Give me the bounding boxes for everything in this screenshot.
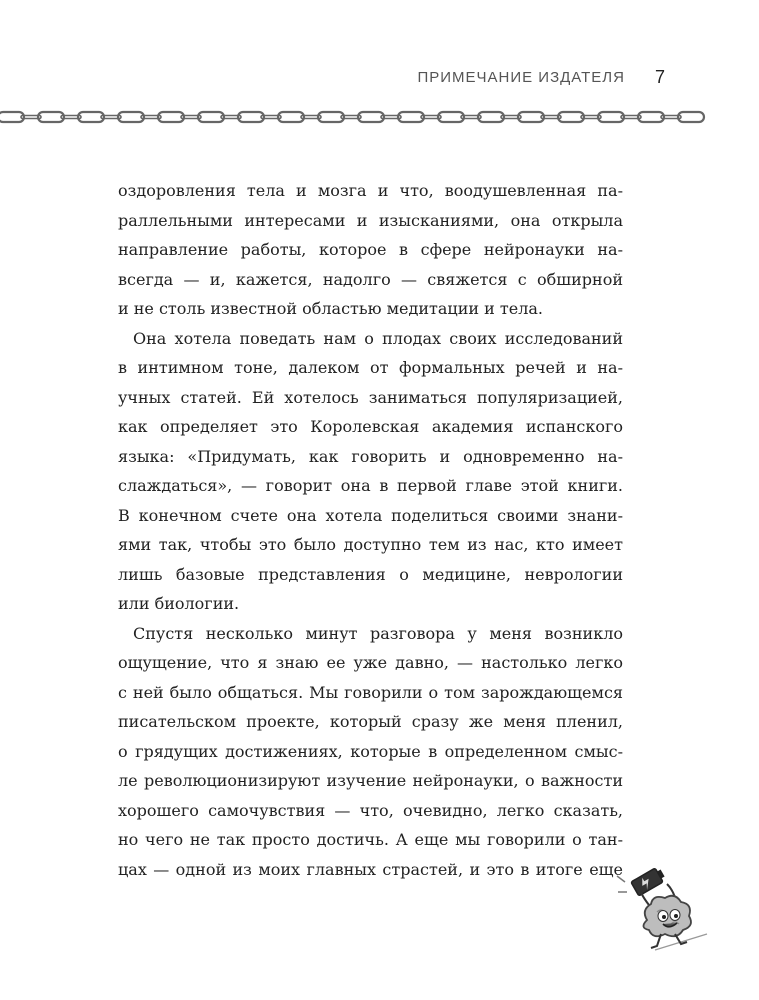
chain-link	[478, 112, 504, 122]
running-head	[0, 69, 759, 93]
text-line: лишь базовые представления о медицине, неврологии	[118, 564, 623, 584]
chain-link	[318, 112, 344, 122]
chain-link	[118, 112, 144, 122]
page-number: 7	[655, 67, 666, 87]
chain-link	[238, 112, 264, 122]
body-text	[118, 176, 623, 884]
chain-link	[678, 112, 704, 122]
chain-link	[198, 112, 224, 122]
text-line: и не столь известной областью медитации и тела.	[118, 299, 543, 318]
text-line: ощущение, что я знаю ее уже давно, — настолько легко	[118, 653, 623, 672]
text-line: ями так, чтобы это было доступно тем из нас, кто имеет	[118, 535, 623, 554]
text-line: с ней было общаться. Мы говорили о том зарождающемся	[118, 682, 623, 702]
text-line: учных статей. Ей хотелось заниматься популяризацией,	[118, 387, 623, 407]
chain-divider-icon	[0, 107, 759, 127]
text-line: всегда — и, кажется, надолго — свяжется с обширной	[118, 269, 623, 289]
chain-link	[558, 112, 584, 122]
text-line: Спустя несколько минут разговора у меня возникло	[133, 623, 623, 643]
brain-mascot-icon	[615, 862, 715, 952]
running-title: ПРИМЕЧАНИЕ ИЗДАТЕЛЯ	[417, 69, 625, 86]
text-line: Она хотела поведать нам о плодах своих исследований	[133, 328, 623, 348]
chain-link	[638, 112, 664, 122]
text-line: раллельными интересами и изысканиями, она открыла	[118, 210, 623, 230]
text-line: цах — одной из моих главных страстей, и это в итоге еще	[118, 859, 623, 879]
chain-link	[278, 112, 304, 122]
text-line: языка: «Придумать, как говорить и одновременно на-	[118, 446, 623, 466]
chain-link	[598, 112, 624, 122]
paragraph-2	[118, 324, 623, 619]
text-line: слаждаться», — говорит она в первой главе этой книги.	[118, 476, 623, 495]
text-line: В конечном счете она хотела поделиться своими знани-	[118, 505, 623, 525]
chain-link	[438, 112, 464, 122]
chain-link	[78, 112, 104, 122]
paragraph-3	[118, 619, 623, 885]
text-line: но чего не так просто достичь. А еще мы говорили о тан-	[118, 830, 623, 849]
chain-link	[358, 112, 384, 122]
chain-link	[398, 112, 424, 122]
text-line: ле революционизируют изучение нейронауки, о важности	[118, 771, 623, 790]
text-line: как определяет это Королевская академия испанского	[118, 417, 623, 436]
chain-link	[38, 112, 64, 122]
text-line: направление работы, которое в сфере нейронауки на-	[118, 240, 623, 259]
text-line: в интимном тоне, далеком от формальных речей и на-	[118, 358, 623, 377]
text-line: о грядущих достижениях, которые в определенном смыс-	[118, 741, 623, 761]
chain-link	[518, 112, 544, 122]
paragraph-1	[118, 176, 623, 324]
text-line: писательском проекте, который сразу же меня пленил,	[118, 712, 623, 731]
chain-link	[158, 112, 184, 122]
text-line: оздоровления тела и мозга и что, воодушевленная па-	[118, 181, 623, 200]
text-line: или биологии.	[118, 594, 240, 613]
text-line: хорошего самочувствия — что, очевидно, легко сказать,	[118, 800, 623, 820]
